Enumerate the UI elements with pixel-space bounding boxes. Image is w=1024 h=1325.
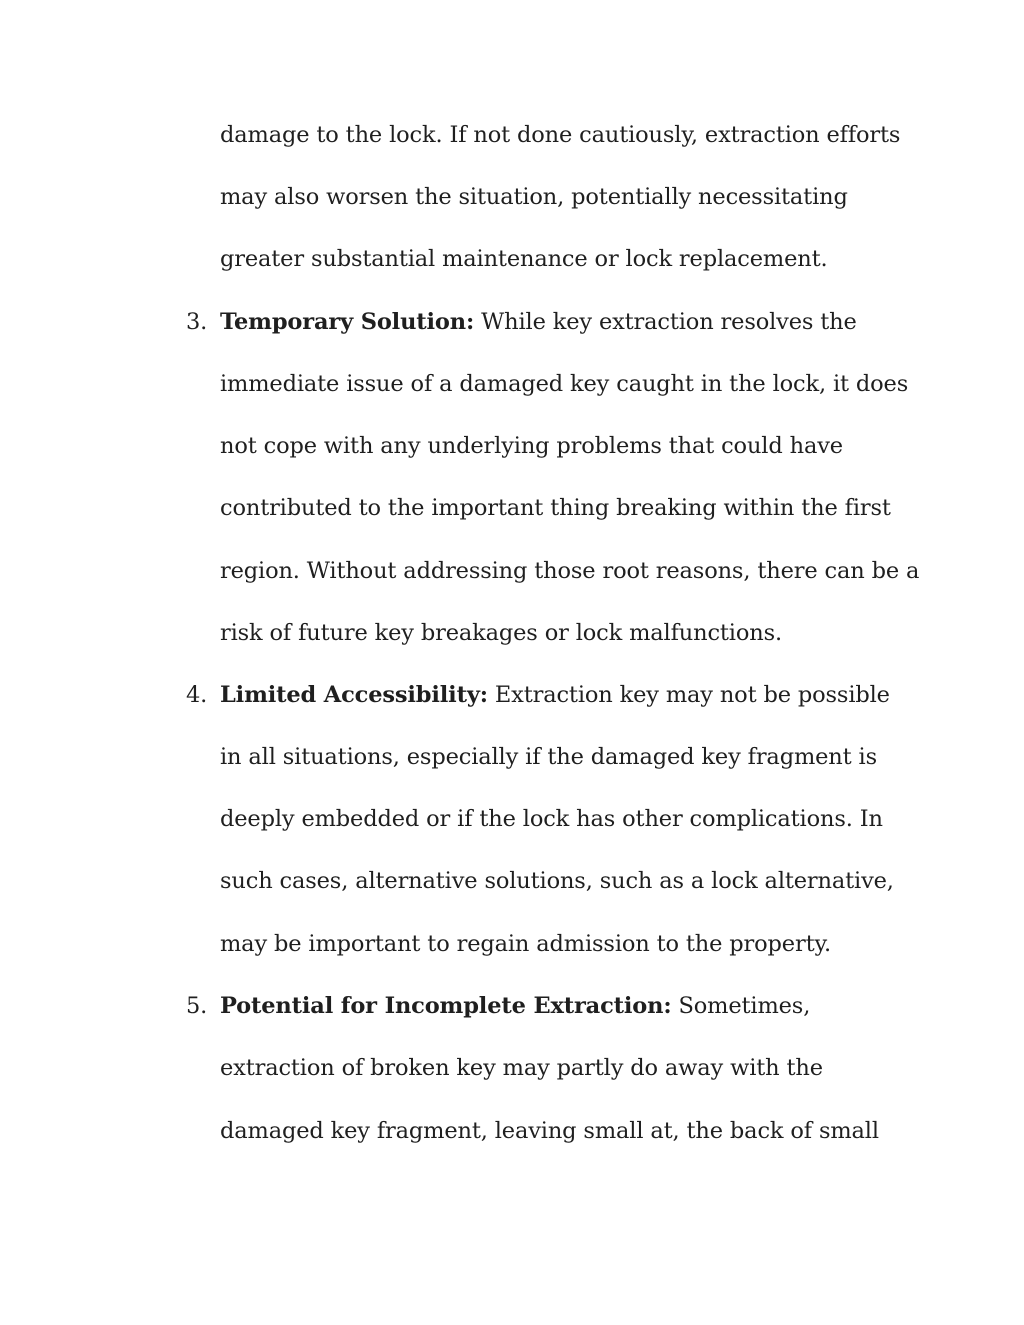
list-item-first-line bbox=[220, 681, 890, 709]
list-item-line: such cases, alternative solutions, such as a lock alternative, bbox=[220, 868, 894, 894]
list-item-line: contributed to the important thing breaking within the first bbox=[220, 495, 891, 521]
intro-line: greater substantial maintenance or lock replacement. bbox=[220, 246, 828, 272]
list-item-first-line bbox=[220, 308, 857, 336]
list-item-line: immediate issue of a damaged key caught in the lock, it does bbox=[220, 371, 909, 397]
list-number: 4. bbox=[186, 682, 208, 708]
list-item-term: Limited Accessibility: bbox=[220, 682, 488, 708]
list-item-line: in all situations, especially if the damaged key fragment is bbox=[220, 744, 877, 770]
list-item-line: damaged key fragment, leaving small at, the back of small bbox=[220, 1118, 879, 1144]
list-item-line: extraction of broken key may partly do away with the bbox=[220, 1055, 823, 1081]
list-item-term: Potential for Incomplete Extraction: bbox=[220, 993, 672, 1019]
intro-line: may also worsen the situation, potentially necessitating bbox=[220, 184, 848, 210]
list-item-text: While key extraction resolves the bbox=[474, 309, 857, 335]
list-number: 3. bbox=[186, 309, 208, 335]
list-item-term: Temporary Solution: bbox=[220, 309, 475, 335]
list-number: 5. bbox=[186, 993, 208, 1019]
list-item-line: not cope with any underlying problems that could have bbox=[220, 433, 843, 459]
list-item-line: deeply embedded or if the lock has other complications. In bbox=[220, 806, 883, 832]
list-item-line: may be important to regain admission to the property. bbox=[220, 931, 832, 957]
list-item-line: risk of future key breakages or lock malfunctions. bbox=[220, 620, 782, 646]
intro-line: damage to the lock. If not done cautiously, extraction efforts bbox=[220, 122, 901, 148]
list-item-text: Sometimes, bbox=[671, 993, 811, 1019]
list-item-first-line bbox=[220, 992, 810, 1020]
list-item-text: Extraction key may not be possible bbox=[487, 682, 890, 708]
list-item-line: region. Without addressing those root reasons, there can be a bbox=[220, 558, 920, 584]
